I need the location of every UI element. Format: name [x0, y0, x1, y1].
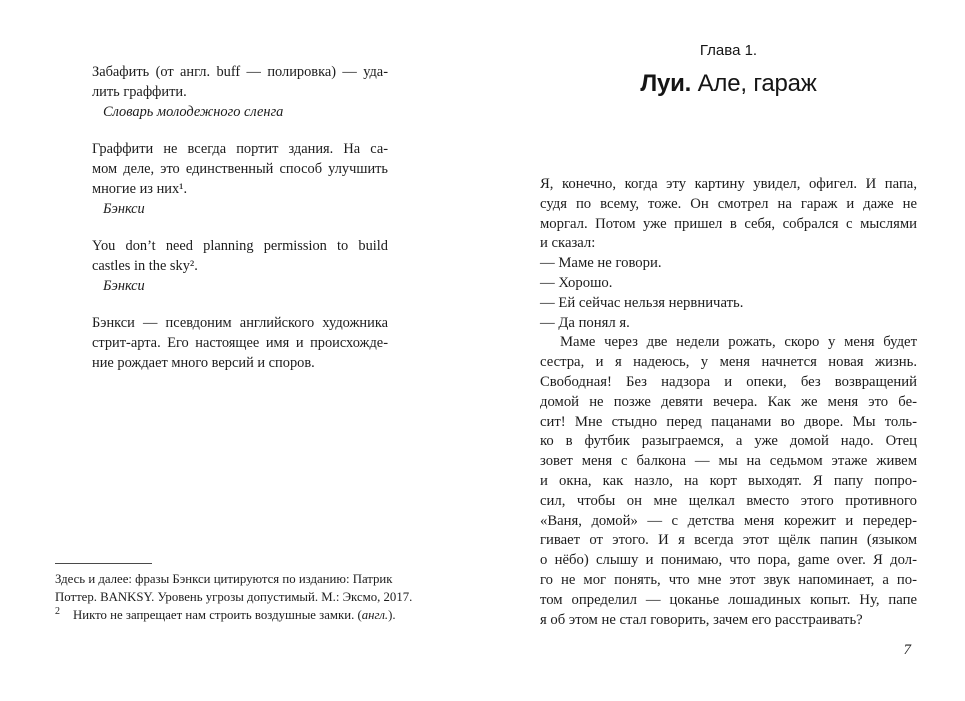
footnote-list: [55, 570, 423, 624]
body-line: домой не позже девяти вечера. Как же меня это бе-: [540, 393, 917, 410]
chapter-title-character: Луи.: [640, 70, 692, 97]
footnote-text-segment: Никто не запрещает нам строить воздушные замки. (: [73, 608, 362, 622]
footnote-marker: 2: [55, 605, 60, 617]
dialogue-line-group: [540, 254, 917, 274]
epigraph-line: стрит-арта. Его настоящее имя и происхожде-: [92, 335, 388, 351]
footnote-text-segment: ).: [388, 608, 396, 622]
epigraph-line: castles in the sky².: [92, 258, 198, 274]
epigraph-attribution: Словарь молодежного сленга: [103, 104, 284, 120]
epigraph-line: Граффити не всегда портит здания. На са-: [92, 141, 388, 157]
epigraph-4: [92, 313, 388, 373]
footnote-line: [55, 606, 423, 624]
chapter-label: Глава 1.: [699, 42, 758, 59]
chapter-body: [540, 175, 917, 630]
chapter-header: [540, 42, 917, 97]
epigraph-line: многие из них¹.: [92, 181, 188, 197]
page-number: 7: [903, 642, 911, 658]
footnote-divider: [55, 563, 152, 564]
chapter-title-rest: Але, гараж: [691, 70, 817, 97]
body-line: сит! Мне стыдно перед пацанами во дворе. Мы толь-: [540, 413, 917, 430]
dialogue-line: — Ей сейчас нельзя нервничать.: [540, 294, 744, 311]
epigraph-line: мом деле, это единственный способ улучшить: [92, 161, 388, 177]
right-page: [483, 0, 965, 701]
body-line: о нёбо) слышу и понимаю, что пора, game over. Я дол-: [540, 552, 917, 569]
body-line: гивает от этого. И я всегда этот щёлк папин (языком: [540, 532, 917, 549]
dialogue-line: — Маме не говори.: [540, 255, 662, 272]
body-line: и окна, как назло, на корт выходят. Я папу попро-: [540, 472, 917, 489]
footnote-item-1: [55, 570, 423, 606]
epigraph-line: You don’t need planning permission to build: [92, 238, 388, 254]
body-paragraph: [540, 333, 917, 630]
body-line: Маме через две недели рожать, скоро у меня будет: [560, 334, 917, 351]
epigraph-attribution: Бэнкси: [103, 278, 145, 294]
dialogue-line-group: [540, 314, 917, 334]
epigraph-1: [92, 62, 388, 122]
body-paragraph: [540, 175, 917, 254]
body-line: Я, конечно, когда эту картину увидел, офигел. И папа,: [540, 176, 917, 192]
dialogue-line: — Хорошо.: [540, 274, 613, 291]
body-line: го не мог понять, что мне этот звук напоминает, а по-: [540, 571, 917, 588]
chapter-title: [540, 70, 917, 97]
body-line: сестра, и я надеюсь, у меня начнется новая жизнь.: [540, 354, 917, 371]
body-line: и сказал:: [540, 235, 596, 252]
epigraphs: [92, 62, 388, 390]
dialogue-line-group: [540, 294, 917, 314]
epigraph-attribution: Бэнкси: [103, 201, 145, 217]
dialogue-line: — Да понял я.: [540, 314, 630, 331]
left-page: [0, 0, 482, 701]
body-line: Свободная! Без надзора и опеки, без возвращений: [540, 373, 917, 390]
footnotes: [55, 563, 423, 624]
epigraph-line: Бэнкси — псевдоним английского художника: [92, 315, 388, 331]
body-line: моргал. Потом уже пришел в себя, собрался с мыслями: [540, 215, 917, 232]
epigraph-line: ние рождает много версий и споров.: [92, 355, 315, 371]
footnote-line: Поттер. BANKSY. Уровень угрозы допустимый. М.: Эксмо, 2017.: [55, 590, 413, 604]
body-line: том определил — цоканье лошадиных копыт. Ну, папе: [540, 591, 917, 608]
epigraph-line: Забафить (от англ. buff — полировка) — уда-: [92, 64, 388, 80]
body-line: сил, чтобы он мне щелкал вместо этого противного: [540, 492, 917, 509]
epigraph-2: [92, 139, 388, 219]
body-line: я об этом не стал говорить, зачем его расстраивать?: [540, 611, 863, 628]
footnote-item-2: [55, 606, 423, 624]
epigraph-3: [92, 236, 388, 296]
footnote-line: Здесь и далее: фразы Бэнкси цитируются по изданию: Патрик: [55, 572, 393, 586]
body-line: судя по всему, тоже. Он смотрел на гараж и даже не: [540, 195, 917, 212]
footnote-italic-segment: англ.: [361, 608, 389, 622]
dialogue-line-group: [540, 274, 917, 294]
body-line: «Ваня, домой» — с детства меня корежит и передер-: [540, 512, 917, 529]
epigraph-line: лить граффити.: [92, 84, 187, 100]
body-line: зовет меня с балкона — мы на седьмом этаже живем: [540, 453, 917, 470]
body-line: ко в футбик разыграемся, а уже домой надо. Отец: [540, 433, 917, 450]
